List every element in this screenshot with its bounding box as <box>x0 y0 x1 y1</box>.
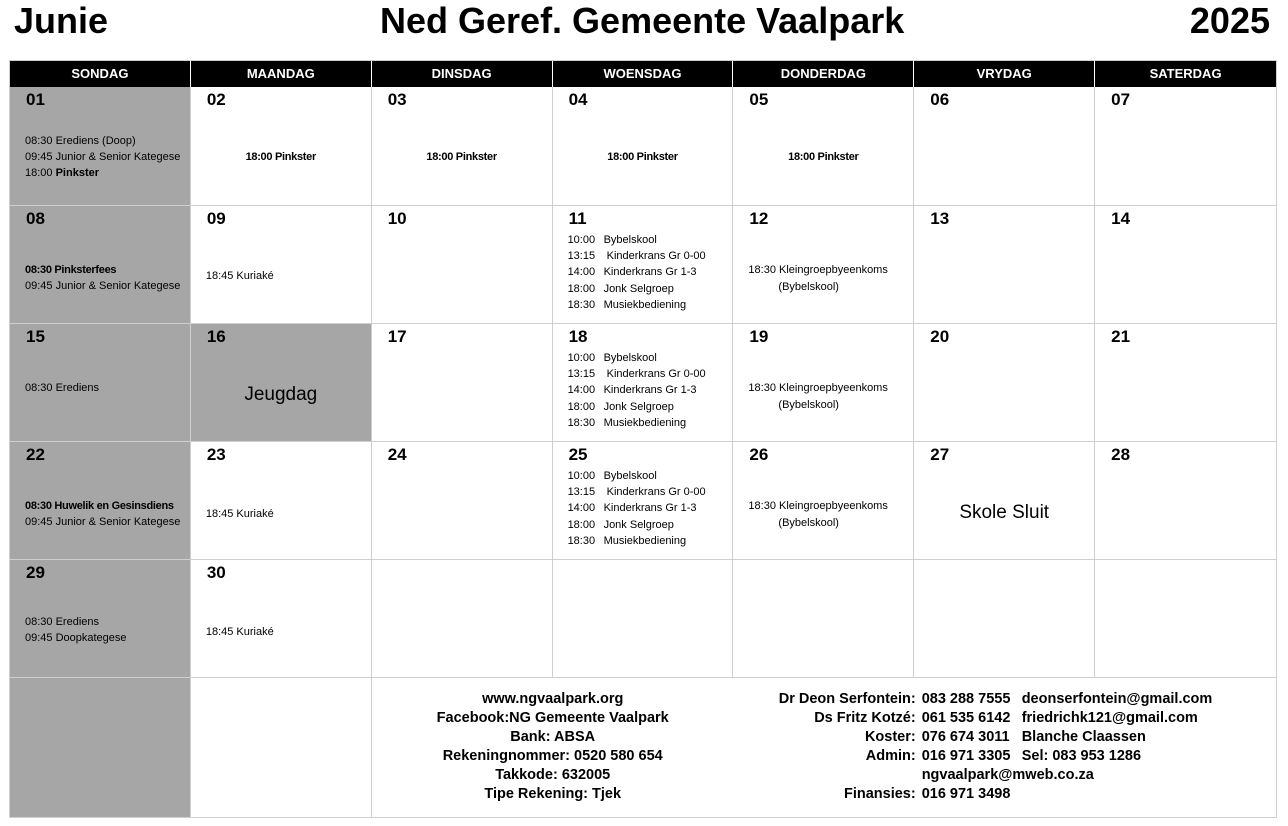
day-cell <box>553 324 734 441</box>
wednesday-schedule <box>568 468 706 549</box>
date-number: 26 <box>749 445 769 464</box>
event-location: (Bybelskool) <box>778 517 839 529</box>
schedule-item <box>568 382 706 398</box>
event-title: Kinderkrans Gr 0-00 <box>603 250 706 263</box>
contact-row <box>740 747 1213 766</box>
day-cell <box>191 442 372 559</box>
contact-phone: 016 971 3498 <box>921 786 1011 802</box>
date-number: 13 <box>930 209 950 228</box>
contact-email[interactable]: friedrichk121@gmail.com <box>1021 710 1198 726</box>
event: 08:30 Huwelik en Gesinsdiens <box>25 500 174 512</box>
schedule-item <box>568 415 706 431</box>
contact-phone: 076 674 3011 <box>921 729 1010 745</box>
event-title: Bybelskool <box>603 470 657 482</box>
event-time: 10:00 <box>567 352 596 364</box>
date-number: 01 <box>26 90 45 109</box>
date-number: 14 <box>1111 209 1131 228</box>
contact-label: Koster: <box>864 729 916 745</box>
schedule-item <box>568 350 706 366</box>
event-time: 13:15 <box>567 486 596 499</box>
date-number: 29 <box>26 563 45 582</box>
event-title: Kinderkrans Gr 1-3 <box>603 384 697 397</box>
day-header: WOENSDAG <box>553 61 734 87</box>
event: 09:45 Doopkategese <box>25 632 127 644</box>
day-cell <box>914 87 1095 205</box>
event-title: Bybelskool <box>603 352 657 364</box>
day-header-row <box>10 61 1276 87</box>
day-cell <box>372 324 553 441</box>
contact-label <box>740 766 916 785</box>
schedule-item <box>568 517 706 533</box>
week-row <box>10 441 1276 559</box>
event-title: 18:30 Kleingroepbyeenkoms <box>748 382 888 394</box>
day-cell-empty <box>372 560 553 677</box>
day-cell <box>914 442 1095 559</box>
date-number: 06 <box>930 90 950 109</box>
event-title: Jonk Selgroep <box>603 282 674 295</box>
event-title: Kinderkrans Gr 1-3 <box>603 266 697 279</box>
schedule-item <box>568 281 706 297</box>
day-cell <box>372 442 553 559</box>
bank-text: Bank: ABSA <box>510 729 596 745</box>
event-time: 18:30 <box>567 534 596 547</box>
wednesday-schedule <box>568 232 706 313</box>
event-time: 18:00 <box>567 400 596 413</box>
day-header: SONDAG <box>10 61 191 87</box>
event-title: Pinkster <box>55 167 100 179</box>
day-cell <box>1095 206 1276 323</box>
contacts <box>740 690 1213 804</box>
event: 09:45 Junior & Senior Kategese <box>25 151 181 163</box>
event: 18:00 Pinkster <box>788 151 859 163</box>
day-cell <box>914 206 1095 323</box>
date-number: 08 <box>26 209 45 228</box>
day-cell-sunday <box>10 324 191 441</box>
day-cell <box>733 442 914 559</box>
date-number: 15 <box>26 327 45 346</box>
day-cell <box>1095 87 1276 205</box>
holiday-label: Jeugdag <box>244 384 318 405</box>
event: 18:45 Kuriaké <box>205 270 274 282</box>
event-title: Kinderkrans Gr 1-3 <box>603 502 697 515</box>
event-highlight: Skole Sluit <box>959 502 1050 523</box>
event: 18:00 Pinkster <box>607 151 678 163</box>
date-number: 12 <box>749 209 769 228</box>
contact-cell: Sel: 083 953 1286 <box>1021 748 1142 764</box>
event-time: 13:15 <box>567 250 596 263</box>
schedule-item <box>568 399 706 415</box>
event-title: Kinderkrans Gr 0-00 <box>603 486 706 499</box>
day-cell <box>553 442 734 559</box>
event: 09:45 Junior & Senior Kategese <box>25 516 181 528</box>
event: 08:30 Erediens (Doop) <box>25 135 136 147</box>
contact-email[interactable]: ngvaalpark@mweb.co.za <box>921 767 1094 783</box>
contact-email[interactable]: deonserfontein@gmail.com <box>1021 691 1213 707</box>
event-time: 10:00 <box>567 470 596 482</box>
contact-label: Dr Deon Serfontein: <box>778 691 916 707</box>
event: 09:45 Junior & Senior Kategese <box>25 280 181 292</box>
contact-row <box>740 690 1213 709</box>
contact-name: Blanche Claassen <box>1021 729 1146 745</box>
day-cell-sunday <box>10 442 191 559</box>
date-number: 17 <box>387 327 407 346</box>
event: 18:45 Kuriaké <box>205 508 274 520</box>
footer-row <box>10 677 1276 817</box>
day-cell-sunday <box>10 560 191 677</box>
contact-phone: 083 288 7555 <box>921 691 1011 707</box>
account-type-text: Tipe Rekening: Tjek <box>484 786 622 802</box>
date-number: 16 <box>206 327 226 346</box>
day-header: SATERDAG <box>1149 66 1222 81</box>
date-number: 27 <box>930 445 950 464</box>
event: 18:45 Kuriaké <box>205 626 274 638</box>
date-number: 25 <box>568 445 588 464</box>
facebook-text: Facebook:NG Gemeente Vaalpark <box>436 710 669 726</box>
date-number: 22 <box>26 445 45 464</box>
event-time: 13:15 <box>567 368 596 381</box>
contact-label: Admin: <box>865 748 916 764</box>
contact-phone: 061 535 6142 <box>921 710 1011 726</box>
day-cell <box>191 87 372 205</box>
day-cell <box>733 206 914 323</box>
date-number: 03 <box>387 90 407 109</box>
event <box>748 380 887 414</box>
event: 18:00 Pinkster <box>426 151 497 163</box>
schedule-item <box>568 248 706 264</box>
event: 08:30 Erediens <box>25 382 99 394</box>
church-info <box>372 678 1276 817</box>
footer-cell-sunday <box>10 678 191 817</box>
date-number: 23 <box>206 445 226 464</box>
date-number: 19 <box>749 327 769 346</box>
date-number: 24 <box>387 445 407 464</box>
day-cell-empty <box>733 560 914 677</box>
day-header: VRYDAG <box>914 61 1095 87</box>
contact-label: Ds Fritz Kotzé: <box>814 710 916 726</box>
event-time: 10:00 <box>567 234 596 246</box>
schedule-item <box>568 484 706 500</box>
schedule-item <box>568 232 706 248</box>
day-cell <box>733 324 914 441</box>
event: 08:30 Pinksterfees <box>25 264 117 276</box>
website-link[interactable]: www.ngvaalpark.org <box>482 691 624 707</box>
event-time: 18:00 <box>567 518 596 531</box>
day-cell <box>372 87 553 205</box>
event: 08:30 Erediens <box>25 616 99 628</box>
footer-cell <box>191 678 372 817</box>
date-number: 11 <box>568 209 587 228</box>
contact-row <box>740 728 1213 747</box>
day-cell-empty <box>553 560 734 677</box>
day-cell <box>1095 324 1276 441</box>
day-header: DONDERDAG <box>733 61 914 87</box>
event-time: 14:00 <box>567 266 596 279</box>
account-number-text: Rekeningnommer: 0520 580 654 <box>442 748 663 764</box>
date-number: 04 <box>568 90 588 109</box>
date-number: 21 <box>1111 327 1131 346</box>
day-cell <box>372 206 553 323</box>
event <box>748 498 887 532</box>
event-time: 18:00 <box>25 167 53 179</box>
date-number: 18 <box>568 327 588 346</box>
event-time: 14:00 <box>567 384 596 397</box>
day-header: MAANDAG <box>191 61 372 87</box>
week-row <box>10 559 1276 677</box>
event <box>25 165 99 181</box>
event-location: (Bybelskool) <box>778 281 839 293</box>
day-header: DINSDAG <box>372 61 553 87</box>
day-cell <box>1095 442 1276 559</box>
contact-row <box>740 785 1213 804</box>
contact-label: Finansies: <box>843 786 916 802</box>
date-number: 07 <box>1111 90 1131 109</box>
day-cell-sunday <box>10 206 191 323</box>
event-title: Jonk Selgroep <box>603 400 674 413</box>
day-cell <box>914 324 1095 441</box>
schedule-item <box>568 533 706 549</box>
event-title: Musiekbediening <box>603 298 687 311</box>
day-cell-empty <box>914 560 1095 677</box>
date-number: 28 <box>1111 445 1131 464</box>
month-title: Junie <box>14 0 109 41</box>
event-time: 18:30 <box>567 298 596 311</box>
week-row <box>10 87 1276 205</box>
calendar <box>9 60 1277 818</box>
week-row <box>10 205 1276 323</box>
day-cell <box>553 87 734 205</box>
event-title: Musiekbediening <box>603 534 687 547</box>
event: 18:00 Pinkster <box>245 151 316 163</box>
day-cell-sunday <box>10 87 191 205</box>
branch-code-text: Takkode: 632005 <box>495 767 611 783</box>
year-title: 2025 <box>1189 0 1270 41</box>
church-details <box>372 690 734 804</box>
event-title: Musiekbediening <box>603 416 687 429</box>
schedule-item <box>568 297 706 313</box>
contact-phone: 016 971 3305 <box>921 748 1011 764</box>
event-location: (Bybelskool) <box>778 399 839 411</box>
date-number: 30 <box>206 563 226 582</box>
day-cell-holiday <box>191 324 372 441</box>
contact-row <box>740 766 1213 785</box>
day-cell <box>191 206 372 323</box>
event <box>748 262 887 296</box>
day-cell <box>733 87 914 205</box>
wednesday-schedule <box>568 350 706 431</box>
church-title: Ned Geref. Gemeente Vaalpark <box>380 0 905 41</box>
date-number: 20 <box>930 327 950 346</box>
event-time: 14:00 <box>567 502 596 515</box>
event-time: 18:00 <box>567 282 596 295</box>
date-number: 02 <box>206 90 226 109</box>
event-title: Kinderkrans Gr 0-00 <box>603 368 706 381</box>
schedule-item <box>568 468 706 484</box>
date-number: 10 <box>387 209 407 228</box>
event-title: 18:30 Kleingroepbyeenkoms <box>748 264 888 276</box>
event-title: Bybelskool <box>603 234 657 246</box>
day-cell <box>553 206 734 323</box>
date-number: 09 <box>206 209 226 228</box>
event-title: 18:30 Kleingroepbyeenkoms <box>748 500 888 512</box>
day-cell-empty <box>1095 560 1276 677</box>
day-cell <box>191 560 372 677</box>
week-row <box>10 323 1276 441</box>
schedule-item <box>568 500 706 516</box>
date-number: 05 <box>749 90 769 109</box>
event-title: Jonk Selgroep <box>603 518 674 531</box>
schedule-item <box>568 264 706 280</box>
contact-row <box>740 709 1213 728</box>
event-time: 18:30 <box>567 416 596 429</box>
schedule-item <box>568 366 706 382</box>
